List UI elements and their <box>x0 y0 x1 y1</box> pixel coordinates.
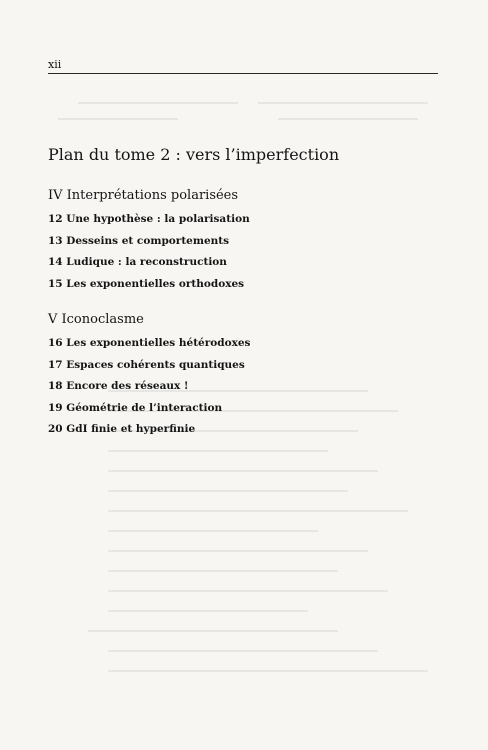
chapter-19: 19 Géométrie de l’interaction <box>48 401 223 414</box>
plan-title: Plan du tome 2 : vers l’imperfection <box>48 145 340 164</box>
chapter-15: 15 Les exponentielles orthodoxes <box>48 277 245 290</box>
part-iv <box>48 187 438 299</box>
part-v <box>48 311 438 445</box>
part-title: V Iconoclasme <box>48 312 144 327</box>
header-rule <box>48 73 438 74</box>
running-header <box>48 58 438 72</box>
chapter-14: 14 Ludique : la reconstruction <box>48 256 227 268</box>
chapter-18: 18 Encore des réseaux ! <box>48 380 189 392</box>
chapter-13: 13 Desseins et comportements <box>48 234 230 247</box>
chapter-12: 12 Une hypothèse : la polarisation <box>48 213 250 225</box>
part-title: IV Interprétations polarisées <box>48 188 239 203</box>
page-number: xii <box>48 58 62 71</box>
chapter-16: 16 Les exponentielles hétérodoxes <box>48 337 251 349</box>
chapter-17: 17 Espaces cohérents quantiques <box>48 358 245 371</box>
chapter-20: 20 GdI finie et hyperfinie <box>48 423 196 435</box>
